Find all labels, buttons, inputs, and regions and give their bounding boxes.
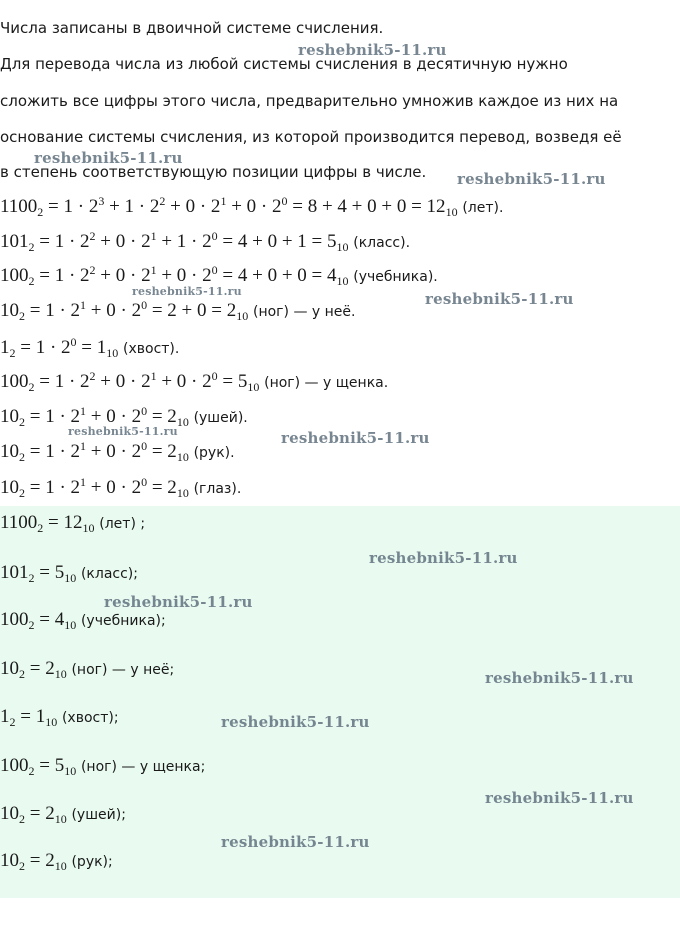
answer-7: $10_2 = 2_{10}$ (ушей); — [0, 803, 126, 826]
conversion-5-label: (хвост). — [123, 341, 180, 357]
answer-2-label: (класс); — [80, 566, 138, 582]
conversion-1: $1100_2 = 1 \cdot 2^3 + 1 \cdot 2^2 + 0 \cdot 2^1 + 0 \cdot 2^0 = 8 + 4 + 0 + 0 = 12_{10}$ (лет). — [0, 194, 504, 219]
conversion-3-label: (учебника). — [353, 269, 438, 285]
intro-line-1: Числа записаны в двоичной системе счисления. — [0, 19, 384, 37]
answer-8-label: (рук); — [71, 854, 113, 870]
watermark: reshebnik5-11.ru — [298, 41, 447, 59]
intro-line-3: сложить все цифры этого числа, предварительно умножив каждое из них на — [0, 92, 619, 110]
watermark: reshebnik5-11.ru — [34, 149, 183, 167]
watermark: reshebnik5-11.ru — [485, 669, 634, 687]
conversion-7-label: (ушей). — [193, 410, 248, 426]
conversion-9: $10_2 = 1 \cdot 2^1 + 0 \cdot 2^0 = 2_{10}$ (глаз). — [0, 475, 242, 500]
conversion-8: $10_2 = 1 \cdot 2^1 + 0 \cdot 2^0 = 2_{10}$ (рук). — [0, 439, 235, 464]
answer-2: $101_2 = 5_{10}$ (класс); — [0, 562, 138, 585]
watermark: reshebnik5-11.ru — [132, 285, 242, 298]
answer-4-label: (ног) — у неё; — [71, 662, 175, 678]
answer-5: $1_2 = 1_{10}$ (хвост); — [0, 706, 119, 729]
answer-6: $100_2 = 5_{10}$ (ног) — у щенка; — [0, 755, 206, 778]
intro-line-2: Для перевода числа из любой системы счисления в десятичную нужно — [0, 55, 568, 73]
intro-line-5: в степень соответствующую позиции цифры в числе. — [0, 163, 427, 181]
watermark: reshebnik5-11.ru — [221, 833, 370, 851]
conversion-4: $10_2 = 1 \cdot 2^1 + 0 \cdot 2^0 = 2 + 0 = 2_{10}$ (ног) — у неё. — [0, 298, 356, 323]
answer-5-label: (хвост); — [61, 710, 119, 726]
watermark: reshebnik5-11.ru — [457, 170, 606, 188]
watermark: reshebnik5-11.ru — [369, 549, 518, 567]
watermark: reshebnik5-11.ru — [281, 429, 430, 447]
answer-8: $10_2 = 2_{10}$ (рук); — [0, 850, 113, 873]
conversion-7: $10_2 = 1 \cdot 2^1 + 0 \cdot 2^0 = 2_{10}$ (ушей). — [0, 404, 248, 429]
conversion-8-label: (рук). — [193, 445, 235, 461]
watermark: reshebnik5-11.ru — [104, 593, 253, 611]
intro-line-4: основание системы счисления, из которой производится перевод, возведя её — [0, 128, 622, 146]
answer-6-label: (ног) — у щенка; — [80, 759, 206, 775]
conversion-6-label: (ног) — у щенка. — [264, 375, 389, 391]
answer-4: $10_2 = 2_{10}$ (ног) — у неё; — [0, 658, 175, 681]
conversion-3: $100_2 = 1 \cdot 2^2 + 0 \cdot 2^1 + 0 \cdot 2^0 = 4 + 0 + 0 = 4_{10}$ (учебника). — [0, 263, 438, 288]
answer-1: $1100_2 = 12_{10}$ (лет) ; — [0, 512, 146, 535]
answer-3-label: (учебника); — [80, 613, 166, 629]
answer-1-label: (лет) ; — [99, 516, 146, 532]
watermark: reshebnik5-11.ru — [425, 290, 574, 308]
conversion-9-label: (глаз). — [193, 481, 242, 497]
answer-7-label: (ушей); — [71, 807, 126, 823]
watermark: reshebnik5-11.ru — [221, 713, 370, 731]
conversion-1-label: (лет). — [462, 200, 504, 216]
conversion-6: $100_2 = 1 \cdot 2^2 + 0 \cdot 2^1 + 0 \cdot 2^0 = 5_{10}$ (ног) — у щенка. — [0, 369, 389, 394]
watermark: reshebnik5-11.ru — [68, 425, 178, 438]
watermark: reshebnik5-11.ru — [485, 789, 634, 807]
conversion-5: $1_2 = 1 \cdot 2^0 = 1_{10}$ (хвост). — [0, 335, 180, 360]
conversion-2: $101_2 = 1 \cdot 2^2 + 0 \cdot 2^1 + 1 \cdot 2^0 = 4 + 0 + 1 = 5_{10}$ (класс). — [0, 229, 411, 254]
conversion-4-label: (ног) — у неё. — [253, 304, 356, 320]
conversion-2-label: (класс). — [353, 235, 411, 251]
answer-3: $100_2 = 4_{10}$ (учебника); — [0, 609, 166, 632]
